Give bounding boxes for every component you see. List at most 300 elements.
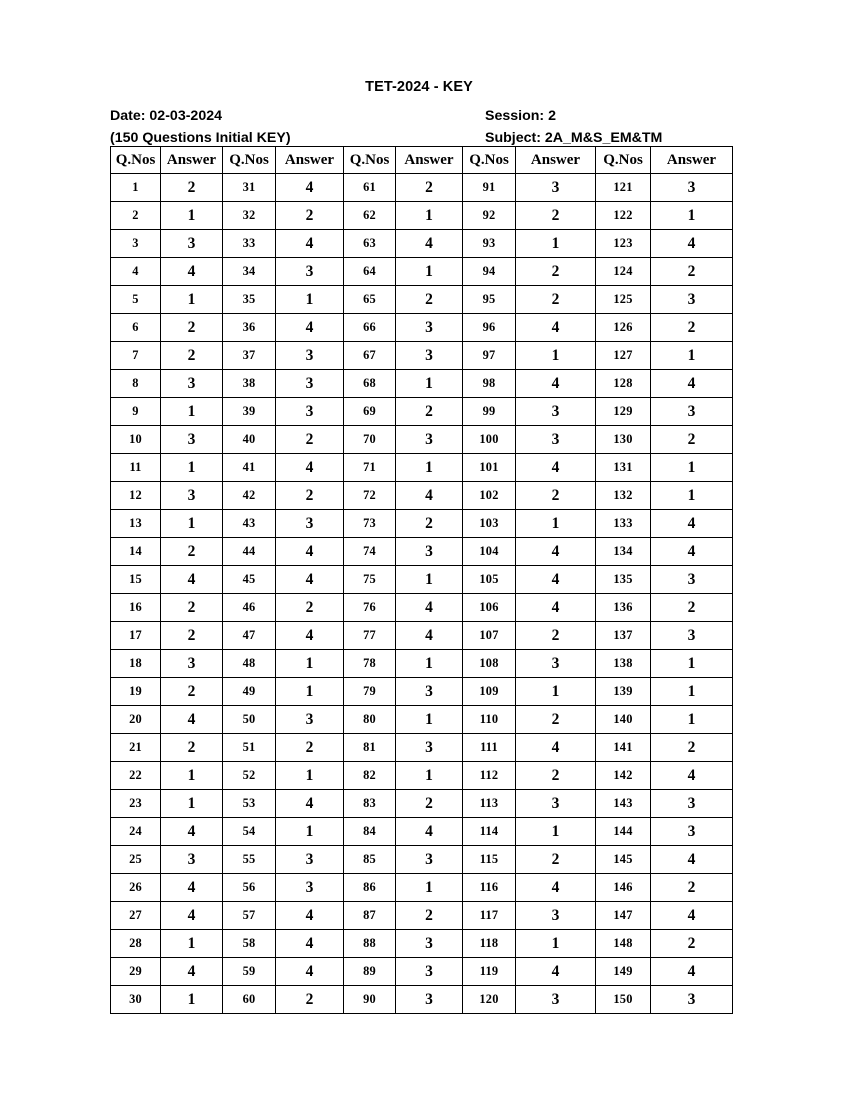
answer-cell: 2 — [516, 286, 596, 314]
question-number-cell: 65 — [344, 286, 396, 314]
question-number-cell: 57 — [223, 902, 276, 930]
table-row — [111, 594, 733, 622]
answer-cell: 2 — [651, 258, 733, 286]
question-number-cell: 135 — [596, 566, 651, 594]
table-row — [111, 958, 733, 986]
question-number-cell: 7 — [111, 342, 161, 370]
table-row — [111, 426, 733, 454]
answer-cell: 4 — [651, 510, 733, 538]
question-number-cell: 93 — [463, 230, 516, 258]
question-number-cell: 10 — [111, 426, 161, 454]
question-number-cell: 47 — [223, 622, 276, 650]
table-row — [111, 566, 733, 594]
answer-cell: 3 — [161, 482, 223, 510]
question-number-cell: 4 — [111, 258, 161, 286]
question-number-cell: 28 — [111, 930, 161, 958]
answer-cell: 4 — [651, 846, 733, 874]
answer-cell: 2 — [161, 314, 223, 342]
question-number-cell: 14 — [111, 538, 161, 566]
question-number-cell: 83 — [344, 790, 396, 818]
question-number-cell: 18 — [111, 650, 161, 678]
answer-cell: 3 — [396, 678, 463, 706]
question-number-cell: 54 — [223, 818, 276, 846]
answer-cell: 3 — [161, 846, 223, 874]
answer-cell: 2 — [161, 538, 223, 566]
answer-cell: 3 — [651, 398, 733, 426]
table-row — [111, 174, 733, 202]
answer-cell: 1 — [516, 678, 596, 706]
question-number-cell: 40 — [223, 426, 276, 454]
question-number-cell: 12 — [111, 482, 161, 510]
question-number-cell: 63 — [344, 230, 396, 258]
answer-cell: 4 — [651, 762, 733, 790]
table-row — [111, 790, 733, 818]
question-number-cell: 9 — [111, 398, 161, 426]
answer-cell: 3 — [396, 734, 463, 762]
answer-cell: 4 — [161, 818, 223, 846]
question-number-cell: 25 — [111, 846, 161, 874]
answer-cell: 1 — [396, 566, 463, 594]
table-row — [111, 762, 733, 790]
answer-cell: 4 — [276, 174, 344, 202]
question-number-cell: 102 — [463, 482, 516, 510]
answer-cell: 1 — [651, 454, 733, 482]
question-number-cell: 84 — [344, 818, 396, 846]
question-number-cell: 117 — [463, 902, 516, 930]
question-number-cell: 99 — [463, 398, 516, 426]
question-number-cell: 130 — [596, 426, 651, 454]
answer-cell: 1 — [516, 930, 596, 958]
answer-cell: 4 — [276, 566, 344, 594]
answer-cell: 1 — [651, 678, 733, 706]
question-number-cell: 138 — [596, 650, 651, 678]
question-number-cell: 32 — [223, 202, 276, 230]
answer-cell: 4 — [161, 566, 223, 594]
answer-cell: 4 — [276, 622, 344, 650]
question-number-cell: 75 — [344, 566, 396, 594]
table-row — [111, 286, 733, 314]
question-number-cell: 51 — [223, 734, 276, 762]
answer-cell: 1 — [161, 762, 223, 790]
answer-cell: 4 — [396, 482, 463, 510]
answer-cell: 3 — [396, 342, 463, 370]
question-number-cell: 105 — [463, 566, 516, 594]
table-row — [111, 370, 733, 398]
question-number-cell: 29 — [111, 958, 161, 986]
answer-cell: 4 — [516, 314, 596, 342]
answer-cell: 1 — [276, 286, 344, 314]
answer-cell: 1 — [396, 202, 463, 230]
answer-cell: 3 — [516, 790, 596, 818]
answer-cell: 3 — [396, 930, 463, 958]
answer-cell: 2 — [651, 594, 733, 622]
answer-cell: 4 — [276, 454, 344, 482]
answer-cell: 3 — [161, 650, 223, 678]
column-header-qnos-1: Q.Nos — [111, 147, 161, 174]
answer-cell: 4 — [651, 958, 733, 986]
answer-cell: 2 — [516, 762, 596, 790]
answer-cell: 2 — [161, 678, 223, 706]
question-number-cell: 19 — [111, 678, 161, 706]
question-number-cell: 92 — [463, 202, 516, 230]
question-number-cell: 68 — [344, 370, 396, 398]
table-body — [111, 174, 733, 1014]
answer-cell: 2 — [161, 734, 223, 762]
answer-cell: 3 — [396, 846, 463, 874]
answer-cell: 3 — [516, 426, 596, 454]
question-number-cell: 145 — [596, 846, 651, 874]
question-number-cell: 23 — [111, 790, 161, 818]
header-row — [111, 147, 733, 174]
answer-cell: 4 — [276, 538, 344, 566]
question-number-cell: 46 — [223, 594, 276, 622]
answer-cell: 4 — [276, 790, 344, 818]
question-number-cell: 37 — [223, 342, 276, 370]
question-number-cell: 43 — [223, 510, 276, 538]
question-number-cell: 111 — [463, 734, 516, 762]
answer-cell: 1 — [161, 930, 223, 958]
answer-cell: 4 — [516, 370, 596, 398]
question-number-cell: 121 — [596, 174, 651, 202]
answer-cell: 4 — [516, 874, 596, 902]
answer-cell: 1 — [161, 510, 223, 538]
answer-key-table — [110, 146, 733, 1014]
answer-cell: 1 — [276, 650, 344, 678]
answer-cell: 3 — [651, 986, 733, 1014]
question-number-cell: 73 — [344, 510, 396, 538]
column-header-answer-3: Answer — [396, 147, 463, 174]
answer-cell: 1 — [651, 202, 733, 230]
answer-cell: 3 — [276, 258, 344, 286]
answer-cell: 4 — [651, 902, 733, 930]
question-number-cell: 49 — [223, 678, 276, 706]
question-number-cell: 88 — [344, 930, 396, 958]
question-number-cell: 6 — [111, 314, 161, 342]
question-number-cell: 38 — [223, 370, 276, 398]
question-number-cell: 109 — [463, 678, 516, 706]
question-number-cell: 33 — [223, 230, 276, 258]
answer-cell: 3 — [396, 958, 463, 986]
question-number-cell: 128 — [596, 370, 651, 398]
answer-cell: 2 — [396, 510, 463, 538]
answer-cell: 2 — [161, 174, 223, 202]
table-row — [111, 678, 733, 706]
table-row — [111, 986, 733, 1014]
question-number-cell: 131 — [596, 454, 651, 482]
question-number-cell: 22 — [111, 762, 161, 790]
question-number-cell: 67 — [344, 342, 396, 370]
question-number-cell: 120 — [463, 986, 516, 1014]
answer-cell: 1 — [276, 818, 344, 846]
question-number-cell: 36 — [223, 314, 276, 342]
meta-row-secondary — [110, 128, 732, 148]
table-row — [111, 734, 733, 762]
table-row — [111, 874, 733, 902]
answer-cell: 2 — [276, 986, 344, 1014]
question-number-cell: 94 — [463, 258, 516, 286]
answer-cell: 4 — [161, 902, 223, 930]
question-number-cell: 71 — [344, 454, 396, 482]
answer-cell: 2 — [161, 594, 223, 622]
question-number-cell: 3 — [111, 230, 161, 258]
answer-cell: 3 — [396, 538, 463, 566]
answer-cell: 1 — [396, 258, 463, 286]
question-number-cell: 13 — [111, 510, 161, 538]
question-number-cell: 2 — [111, 202, 161, 230]
question-number-cell: 115 — [463, 846, 516, 874]
answer-cell: 4 — [161, 258, 223, 286]
column-header-answer-2: Answer — [276, 147, 344, 174]
answer-cell: 1 — [396, 706, 463, 734]
question-number-cell: 11 — [111, 454, 161, 482]
question-number-cell: 64 — [344, 258, 396, 286]
question-number-cell: 87 — [344, 902, 396, 930]
answer-cell: 2 — [396, 790, 463, 818]
question-number-cell: 58 — [223, 930, 276, 958]
answer-cell: 1 — [516, 510, 596, 538]
question-number-cell: 76 — [344, 594, 396, 622]
answer-cell: 1 — [161, 286, 223, 314]
answer-cell: 3 — [276, 706, 344, 734]
answer-cell: 1 — [161, 790, 223, 818]
question-number-cell: 34 — [223, 258, 276, 286]
table-row — [111, 230, 733, 258]
column-header-qnos-5: Q.Nos — [596, 147, 651, 174]
answer-cell: 1 — [276, 762, 344, 790]
question-number-cell: 118 — [463, 930, 516, 958]
question-number-cell: 45 — [223, 566, 276, 594]
question-number-cell: 85 — [344, 846, 396, 874]
answer-cell: 2 — [516, 706, 596, 734]
answer-cell: 2 — [516, 846, 596, 874]
answer-cell: 4 — [276, 930, 344, 958]
answer-cell: 3 — [161, 426, 223, 454]
answer-cell: 2 — [651, 314, 733, 342]
answer-cell: 2 — [276, 734, 344, 762]
column-header-qnos-3: Q.Nos — [344, 147, 396, 174]
question-number-cell: 48 — [223, 650, 276, 678]
answer-cell: 3 — [396, 986, 463, 1014]
question-number-cell: 106 — [463, 594, 516, 622]
question-number-cell: 15 — [111, 566, 161, 594]
answer-cell: 3 — [276, 846, 344, 874]
answer-cell: 2 — [276, 482, 344, 510]
question-number-cell: 127 — [596, 342, 651, 370]
answer-cell: 4 — [396, 230, 463, 258]
answer-cell: 3 — [276, 370, 344, 398]
question-number-cell: 134 — [596, 538, 651, 566]
question-number-cell: 139 — [596, 678, 651, 706]
question-number-cell: 44 — [223, 538, 276, 566]
meta-row-primary — [110, 106, 732, 126]
answer-cell: 3 — [651, 790, 733, 818]
question-number-cell: 114 — [463, 818, 516, 846]
answer-cell: 1 — [396, 454, 463, 482]
question-number-cell: 126 — [596, 314, 651, 342]
answer-cell: 3 — [516, 650, 596, 678]
question-number-cell: 41 — [223, 454, 276, 482]
answer-cell: 4 — [651, 230, 733, 258]
exam-session: Session: 2 — [485, 108, 556, 124]
question-number-cell: 96 — [463, 314, 516, 342]
answer-cell: 3 — [276, 342, 344, 370]
table-row — [111, 258, 733, 286]
answer-cell: 1 — [396, 370, 463, 398]
question-number-cell: 97 — [463, 342, 516, 370]
table-row — [111, 846, 733, 874]
answer-cell: 2 — [396, 286, 463, 314]
question-number-cell: 101 — [463, 454, 516, 482]
question-number-cell: 142 — [596, 762, 651, 790]
question-number-cell: 91 — [463, 174, 516, 202]
column-header-answer-1: Answer — [161, 147, 223, 174]
question-number-cell: 52 — [223, 762, 276, 790]
answer-cell: 3 — [651, 622, 733, 650]
question-number-cell: 50 — [223, 706, 276, 734]
question-number-cell: 55 — [223, 846, 276, 874]
answer-cell: 2 — [396, 398, 463, 426]
column-header-qnos-2: Q.Nos — [223, 147, 276, 174]
question-number-cell: 143 — [596, 790, 651, 818]
answer-cell: 2 — [396, 174, 463, 202]
answer-cell: 2 — [651, 734, 733, 762]
question-number-cell: 8 — [111, 370, 161, 398]
answer-cell: 1 — [396, 874, 463, 902]
answer-cell: 4 — [651, 538, 733, 566]
table-row — [111, 510, 733, 538]
answer-cell: 4 — [276, 230, 344, 258]
answer-cell: 2 — [276, 202, 344, 230]
answer-cell: 1 — [161, 202, 223, 230]
question-number-cell: 53 — [223, 790, 276, 818]
exam-subject: Subject: 2A_M&S_EM&TM — [485, 130, 663, 146]
answer-cell: 2 — [651, 930, 733, 958]
table-row — [111, 650, 733, 678]
table-row — [111, 398, 733, 426]
answer-cell: 3 — [276, 398, 344, 426]
answer-cell: 3 — [651, 286, 733, 314]
question-number-cell: 119 — [463, 958, 516, 986]
question-number-cell: 98 — [463, 370, 516, 398]
answer-cell: 1 — [516, 342, 596, 370]
question-number-cell: 59 — [223, 958, 276, 986]
answer-cell: 4 — [516, 594, 596, 622]
question-number-cell: 144 — [596, 818, 651, 846]
answer-cell: 3 — [396, 314, 463, 342]
answer-cell: 1 — [651, 706, 733, 734]
column-header-answer-4: Answer — [516, 147, 596, 174]
answer-cell: 4 — [161, 958, 223, 986]
question-number-cell: 56 — [223, 874, 276, 902]
answer-cell: 4 — [161, 706, 223, 734]
answer-cell: 4 — [651, 370, 733, 398]
table-header — [111, 147, 733, 174]
answer-cell: 3 — [161, 230, 223, 258]
answer-cell: 2 — [516, 622, 596, 650]
answer-key-table-container — [110, 146, 732, 1014]
column-header-answer-5: Answer — [651, 147, 733, 174]
answer-cell: 2 — [516, 258, 596, 286]
answer-cell: 4 — [396, 818, 463, 846]
question-number-cell: 81 — [344, 734, 396, 762]
answer-cell: 3 — [516, 902, 596, 930]
table-row — [111, 454, 733, 482]
question-number-cell: 21 — [111, 734, 161, 762]
question-number-cell: 69 — [344, 398, 396, 426]
question-number-cell: 78 — [344, 650, 396, 678]
question-number-cell: 123 — [596, 230, 651, 258]
answer-cell: 4 — [161, 874, 223, 902]
question-number-cell: 141 — [596, 734, 651, 762]
question-number-cell: 108 — [463, 650, 516, 678]
answer-cell: 2 — [516, 202, 596, 230]
exam-date: Date: 02-03-2024 — [110, 108, 222, 124]
answer-cell: 4 — [516, 566, 596, 594]
answer-cell: 3 — [651, 566, 733, 594]
question-number-cell: 137 — [596, 622, 651, 650]
document-header — [110, 78, 732, 148]
question-number-cell: 140 — [596, 706, 651, 734]
question-number-cell: 133 — [596, 510, 651, 538]
table-row — [111, 622, 733, 650]
table-row — [111, 706, 733, 734]
question-number-cell: 60 — [223, 986, 276, 1014]
question-number-cell: 20 — [111, 706, 161, 734]
question-number-cell: 148 — [596, 930, 651, 958]
question-number-cell: 89 — [344, 958, 396, 986]
answer-cell: 1 — [516, 230, 596, 258]
answer-cell: 3 — [276, 510, 344, 538]
answer-cell: 4 — [396, 622, 463, 650]
question-number-cell: 31 — [223, 174, 276, 202]
question-number-cell: 27 — [111, 902, 161, 930]
answer-cell: 3 — [516, 398, 596, 426]
question-number-cell: 74 — [344, 538, 396, 566]
question-number-cell: 5 — [111, 286, 161, 314]
question-number-cell: 16 — [111, 594, 161, 622]
question-number-cell: 103 — [463, 510, 516, 538]
question-number-cell: 39 — [223, 398, 276, 426]
table-row — [111, 538, 733, 566]
answer-cell: 3 — [276, 874, 344, 902]
question-number-cell: 110 — [463, 706, 516, 734]
question-number-cell: 77 — [344, 622, 396, 650]
table-row — [111, 902, 733, 930]
answer-cell: 4 — [516, 734, 596, 762]
answer-cell: 2 — [651, 874, 733, 902]
question-number-cell: 95 — [463, 286, 516, 314]
answer-cell: 1 — [396, 650, 463, 678]
question-number-cell: 86 — [344, 874, 396, 902]
question-number-cell: 136 — [596, 594, 651, 622]
question-number-cell: 104 — [463, 538, 516, 566]
answer-cell: 1 — [161, 454, 223, 482]
question-number-cell: 35 — [223, 286, 276, 314]
answer-cell: 4 — [276, 902, 344, 930]
answer-cell: 1 — [651, 482, 733, 510]
question-number-cell: 146 — [596, 874, 651, 902]
answer-cell: 1 — [161, 398, 223, 426]
question-number-cell: 147 — [596, 902, 651, 930]
answer-cell: 3 — [651, 818, 733, 846]
question-number-cell: 82 — [344, 762, 396, 790]
page-title: TET-2024 - KEY — [365, 79, 473, 95]
table-row — [111, 482, 733, 510]
answer-cell: 2 — [516, 482, 596, 510]
answer-cell: 2 — [276, 594, 344, 622]
question-number-cell: 132 — [596, 482, 651, 510]
question-number-cell: 149 — [596, 958, 651, 986]
